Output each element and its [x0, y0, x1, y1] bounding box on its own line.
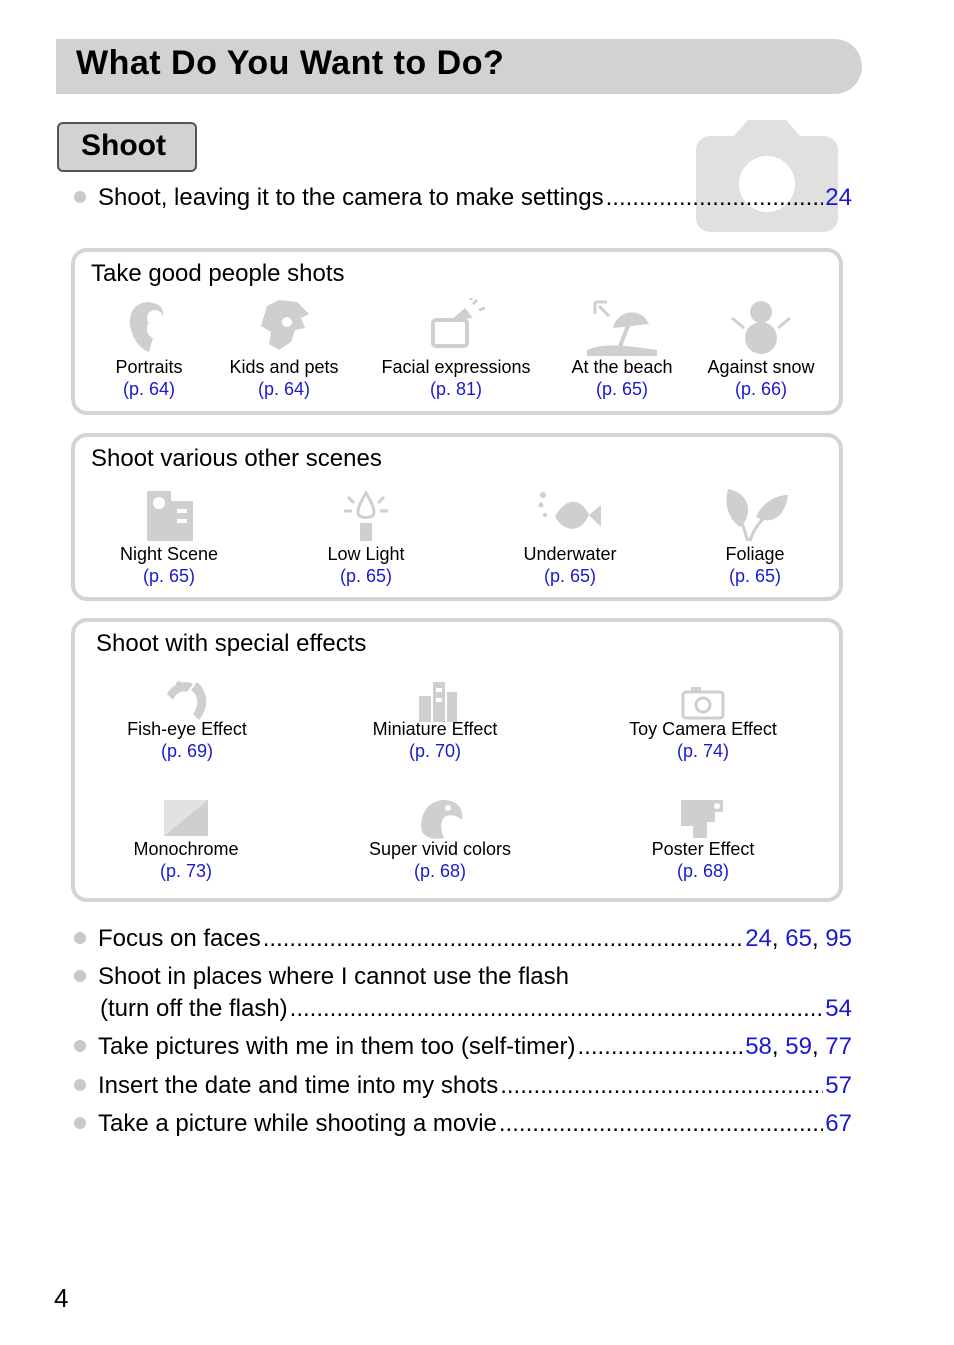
page-link[interactable]: 24 [745, 925, 772, 952]
title-bar [56, 39, 862, 94]
item-label: Toy Camera Effect [629, 719, 777, 739]
item-monochrome[interactable] [121, 798, 251, 882]
leader-dots [606, 183, 824, 213]
item-fish-eye[interactable] [115, 678, 259, 762]
fish-icon [535, 487, 605, 543]
bullet-icon [74, 970, 86, 982]
item-label: Night Scene [119, 544, 219, 564]
list-item-text: Take a picture while shooting a movie [98, 1110, 497, 1137]
item-label: Fish-eye Effect [127, 719, 247, 739]
page-link[interactable]: (p. 66) [734, 379, 788, 399]
smart-shutter-icon [421, 298, 491, 356]
page-number: 4 [54, 1283, 69, 1313]
section-tab-label: Shoot [81, 129, 166, 162]
monochrome-icon [156, 798, 216, 840]
special-effects-box [71, 618, 843, 902]
item-toy-camera[interactable] [611, 678, 795, 762]
list-item-no-flash [74, 962, 852, 992]
list-item-text: Focus on faces [98, 925, 261, 952]
page-link[interactable]: 24 [825, 184, 852, 211]
page-link[interactable]: (p. 81) [429, 379, 483, 399]
list-item-text: Take pictures with me in them too (self-timer) [98, 1033, 576, 1060]
page-link[interactable]: 95 [825, 925, 852, 952]
parrot-icon [410, 798, 470, 840]
list-item-date-time [74, 1071, 852, 1101]
list-item-text: (turn off the flash) [100, 995, 288, 1022]
page-link[interactable]: (p. 65) [728, 566, 782, 586]
list-item-text: Shoot in places where I cannot use the flash [98, 963, 569, 990]
list-item-self-timer: Take pictures with me in them too (self-timer) ..... 58 , 59 , 77 [74, 1032, 852, 1062]
page-link[interactable]: 67 [825, 1110, 852, 1137]
item-low-light[interactable] [311, 487, 421, 587]
night-scene-icon [139, 487, 199, 543]
low-light-icon [336, 487, 396, 543]
list-item-text: Shoot, leaving it to the camera to make settings [98, 184, 604, 211]
item-against-snow[interactable] [699, 298, 823, 400]
kids-pets-icon [249, 298, 319, 356]
item-label: Facial expressions [381, 357, 531, 377]
page-link[interactable]: 58 [745, 1033, 772, 1060]
page-link[interactable]: 65 [785, 925, 812, 952]
leader-dots [290, 994, 824, 1024]
bullet-icon [74, 1040, 86, 1052]
box-title: Shoot with special effects [96, 630, 367, 657]
page-link[interactable]: (p. 65) [339, 566, 393, 586]
item-foliage[interactable] [705, 487, 805, 587]
leader-dots [577, 1032, 743, 1062]
item-underwater[interactable] [505, 487, 635, 587]
list-item-no-flash-cont [100, 994, 852, 1024]
page-link[interactable]: (p. 70) [408, 741, 462, 761]
item-label: Kids and pets [229, 357, 339, 377]
beach-icon [587, 298, 657, 356]
page-link[interactable]: (p. 69) [160, 741, 214, 761]
page-link[interactable]: 59 [785, 1033, 812, 1060]
list-item-auto [74, 183, 852, 213]
page-link[interactable]: 57 [825, 1072, 852, 1099]
bullet-icon [74, 1117, 86, 1129]
list-item-movie-picture [74, 1109, 852, 1139]
item-label: Monochrome [133, 839, 239, 859]
leader-dots [263, 924, 743, 954]
page-link[interactable]: 77 [825, 1033, 852, 1060]
item-super-vivid[interactable] [355, 798, 525, 882]
page-link[interactable]: 54 [825, 995, 852, 1022]
miniature-icon [405, 678, 465, 722]
item-label: Against snow [707, 357, 815, 377]
page-link[interactable]: (p. 73) [159, 861, 213, 881]
bullet-icon [74, 932, 86, 944]
page-link[interactable]: (p. 68) [413, 861, 467, 881]
item-label: Poster Effect [651, 839, 755, 859]
page-link[interactable]: (p. 65) [595, 379, 649, 399]
camera-icon [694, 118, 840, 234]
leaf-icon [720, 487, 790, 543]
bullet-icon [74, 1079, 86, 1091]
item-label: Foliage [725, 544, 785, 564]
portrait-icon [119, 298, 179, 356]
item-label: Underwater [523, 544, 617, 564]
list-item-text: Insert the date and time into my shots [98, 1072, 499, 1099]
item-label: At the beach [571, 357, 673, 377]
item-label: Low Light [327, 544, 405, 564]
item-kids-pets[interactable] [221, 298, 347, 400]
item-label: Miniature Effect [372, 719, 498, 739]
section-tab-shoot [57, 122, 197, 172]
item-facial-expressions[interactable] [371, 298, 541, 400]
page-title: What Do You Want to Do? [76, 44, 505, 82]
fish-eye-icon [157, 678, 217, 722]
leader-dots [499, 1109, 823, 1139]
list-item-focus-faces: Focus on faces ..... 24 , 65 , 95 [74, 924, 852, 954]
page-link[interactable]: (p. 65) [142, 566, 196, 586]
page-link[interactable]: (p. 64) [122, 379, 176, 399]
item-poster[interactable] [633, 798, 773, 882]
snowman-icon [726, 298, 796, 356]
page-link[interactable]: (p. 74) [676, 741, 730, 761]
item-at-the-beach[interactable] [563, 298, 681, 400]
box-title: Take good people shots [91, 260, 345, 287]
item-label: Super vivid colors [368, 839, 512, 859]
other-scenes-box [71, 433, 843, 601]
item-label: Portraits [115, 357, 183, 377]
people-shots-box [71, 248, 843, 415]
leader-dots [500, 1071, 823, 1101]
bullet-icon [74, 191, 86, 203]
item-night-scene[interactable] [109, 487, 229, 587]
item-miniature[interactable] [355, 678, 515, 762]
page-link[interactable]: (p. 65) [543, 566, 597, 586]
toy-camera-icon [673, 678, 733, 722]
box-title: Shoot various other scenes [91, 445, 382, 472]
page-link[interactable]: (p. 68) [676, 861, 730, 881]
page-link[interactable]: (p. 64) [257, 379, 311, 399]
poster-icon [673, 798, 733, 840]
item-portraits[interactable] [99, 298, 199, 400]
